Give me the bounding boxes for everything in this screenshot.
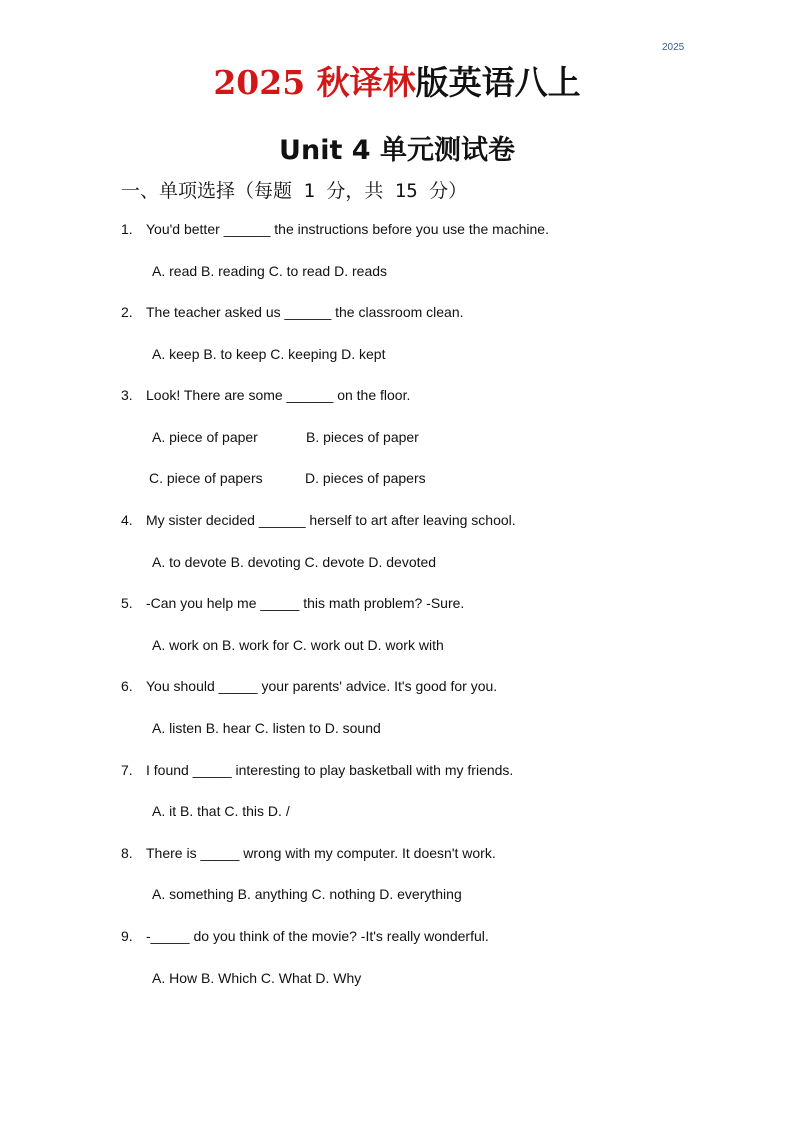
question-4: [121, 510, 516, 530]
question-8-options: A. something B. anything C. nothing D. everything: [152, 886, 462, 902]
question-6-options: A. listen B. hear C. listen to D. sound: [152, 720, 381, 736]
question-number: 7.: [121, 762, 133, 778]
document-title: [0, 60, 794, 106]
question-text: -Can you help me _____ this math problem? -Sure.: [146, 595, 465, 611]
question-text: You'd better ______ the instructions before you use the machine.: [146, 221, 549, 237]
question-text: Look! There are some ______ on the floor.: [146, 387, 411, 403]
section-heading: 一、单项选择（每题 1 分，共 15 分）: [121, 180, 468, 202]
question-7: [121, 760, 513, 780]
question-3: [121, 385, 410, 405]
question-number: 2.: [121, 304, 133, 320]
question-text: You should _____ your parents' advice. It's good for you.: [146, 678, 498, 694]
title-black-part: 版英语八上: [415, 63, 581, 102]
question-4-options: A. to devote B. devoting C. devote D. devoted: [152, 554, 437, 570]
question-9-options: A. How B. Which C. What D. Why: [152, 970, 362, 986]
question-5: [121, 593, 464, 613]
question-3-option-b: B. pieces of paper: [306, 429, 419, 445]
question-number: 1.: [121, 221, 133, 237]
question-text: -_____ do you think of the movie? -It's really wonderful.: [146, 928, 489, 944]
question-3-option-d: D. pieces of papers: [305, 470, 426, 486]
document-subtitle: Unit 4 单元测试卷: [279, 135, 515, 166]
question-number: 3.: [121, 387, 133, 403]
question-7-options: A. it B. that C. this D. /: [152, 803, 290, 819]
question-3-option-c: C. piece of papers: [149, 470, 263, 486]
header-year-mark: 2025: [662, 42, 685, 53]
question-2: [121, 302, 464, 322]
question-number: 6.: [121, 678, 133, 694]
question-text: My sister decided ______ herself to art after leaving school.: [146, 512, 516, 528]
question-text: I found _____ interesting to play basketball with my friends.: [146, 762, 514, 778]
question-1-options: A. read B. reading C. to read D. reads: [152, 263, 388, 279]
question-number: 9.: [121, 928, 133, 944]
title-red-part: 2025 秋译林: [213, 63, 416, 102]
question-text: The teacher asked us ______ the classroom clean.: [146, 304, 464, 320]
question-9: [121, 926, 489, 946]
question-text: There is _____ wrong with my computer. It doesn't work.: [146, 845, 496, 861]
question-number: 4.: [121, 512, 133, 528]
question-2-options: A. keep B. to keep C. keeping D. kept: [152, 346, 386, 362]
question-5-options: A. work on B. work for C. work out D. work with: [152, 637, 444, 653]
question-8: [121, 843, 496, 863]
question-number: 8.: [121, 845, 133, 861]
question-1: [121, 219, 549, 239]
question-number: 5.: [121, 595, 133, 611]
question-6: [121, 676, 497, 696]
question-3-option-a: A. piece of paper: [152, 429, 258, 445]
